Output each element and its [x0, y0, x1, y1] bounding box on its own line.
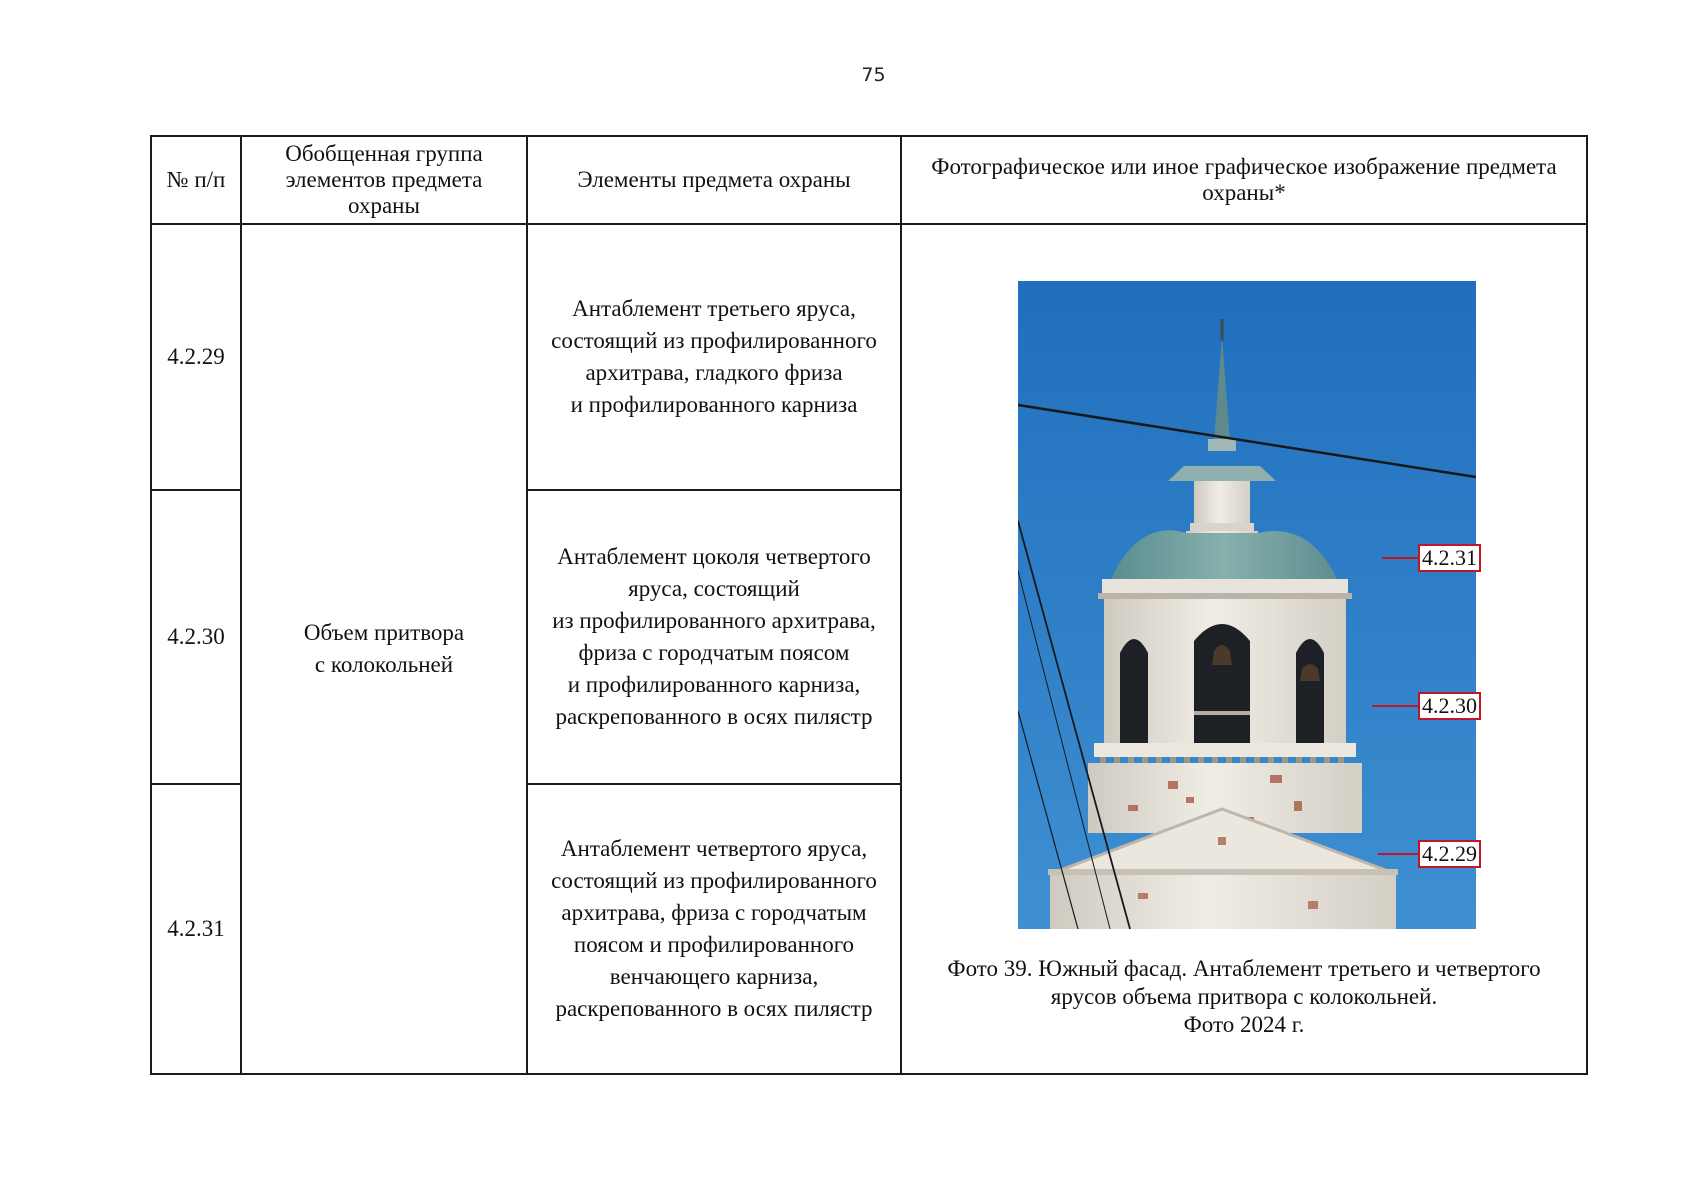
table-header-row	[151, 136, 1587, 224]
element-cell: Антаблемент третьего яруса, состоящий из профилированного архитрава, гладкого фриза и профилированного карниза	[527, 224, 901, 490]
caption-line: ярусов объема притвора с колокольней.	[1050, 984, 1438, 1009]
header-photo: Фотографическое или иное графическое изображение предмета охраны*	[901, 136, 1587, 224]
table-row	[151, 224, 1587, 490]
caption-line: Фото 39. Южный фасад. Антаблемент третьего и четвертого	[947, 956, 1541, 981]
row-num: 4.2.30	[151, 490, 241, 784]
header-num: № п/п	[151, 136, 241, 224]
header-elements: Элементы предмета охраны	[527, 136, 901, 224]
callout-4-2-30: 4.2.30	[1418, 692, 1481, 720]
element-cell: Антаблемент четвертого яруса, состоящий из профилированного архитрава, фриза с городчатым поясом и профилированного венчающего карниза, раскрепованного в осях пилястр	[527, 784, 901, 1074]
bell-tower-photo	[1018, 281, 1476, 929]
photo-caption	[902, 955, 1586, 1039]
element-cell: Антаблемент цоколя четвертого яруса, состоящий из профилированного архитрава, фриза с городчатым поясом и профилированного карниза, раскрепованного в осях пилястр	[527, 490, 901, 784]
caption-line: Фото 2024 г.	[1183, 1012, 1305, 1037]
header-group: Обобщенная группа элементов предмета охраны	[241, 136, 527, 224]
photo-cell	[901, 224, 1587, 1074]
page-number: 75	[861, 64, 886, 86]
row-num: 4.2.31	[151, 784, 241, 1074]
group-cell: Объем притвора с колокольней	[241, 224, 527, 1074]
row-num: 4.2.29	[151, 224, 241, 490]
callout-4-2-31: 4.2.31	[1418, 544, 1481, 572]
protection-table	[150, 135, 1588, 1075]
callout-4-2-29: 4.2.29	[1418, 840, 1481, 868]
